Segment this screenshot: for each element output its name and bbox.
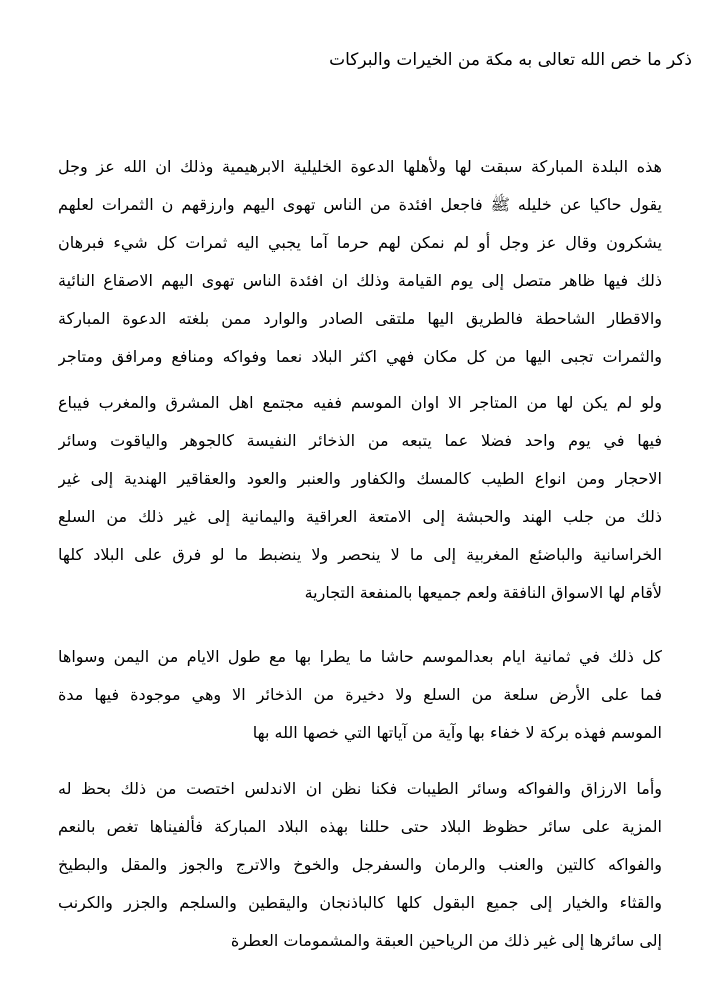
text-line: والاقطار الشاحطة فالطريق اليها ملتقى الصادر والوارد ممن بلغته الدعوة المباركة <box>58 309 662 328</box>
text-line: ولو لم يكن لها من المتاجر الا اوان الموسم ففيه مجتمع اهل المشرق والمغرب فيباع <box>58 393 662 412</box>
text-line: فما على الأرض سلعة من السلع ولا دخيرة من الذخائر الا وهي موجودة فيها مدة <box>58 685 662 704</box>
text-line: والفواكه كالتين والعنب والرمان والسفرجل والخوخ والاترج والجوز والمقل والبطيخ <box>58 855 662 874</box>
text-line: فيها في يوم واحد فضلا عما يتبعه من الذخائر النفيسة كالجوهر والياقوت وسائر <box>58 431 662 450</box>
text-line: الاحجار ومن انواع الطيب كالمسك والكفاور والعنبر والعود والعقاقير الهندية إلى غير <box>58 469 662 488</box>
paragraph-3 <box>58 638 662 752</box>
text-line: ذلك فيها ظاهر متصل إلى يوم القيامة وذلك ان افئدة الناس تهوى اليهم الاصقاع النائية <box>58 271 662 290</box>
text-line: والقثاء والخيار إلى جميع البقول كلها كالباذنجان واليقطين والسلجم والجزر والكرنب <box>58 893 662 912</box>
text-line: وأما الارزاق والفواكه وسائر الطيبات فكنا نظن ان الاندلس اختصت من ذلك بحظ له <box>58 779 662 798</box>
text-line: إلى سائرها إلى غير ذلك من الرياحين العبقة والمشمومات العطرة <box>230 931 662 950</box>
text-line: الموسم فهذه بركة لا خفاء بها وآية من آياتها التي خصها الله بها <box>252 723 662 742</box>
document-title: ذكر ما خص الله تعالى به مكة من الخيرات والبركات <box>329 50 692 70</box>
paragraph-1 <box>58 148 662 376</box>
text-line: ذلك من جلب الهند والحبشة إلى الامتعة العراقية واليمانية إلى غير ذلك من السلع <box>58 507 662 526</box>
text-line: والثمرات تجبى اليها من كل مكان فهي اكثر البلاد نعما وفواكه ومنافع ومرافق ومتاجر <box>58 347 662 366</box>
text-line: يشكرون وقال عز وجل أو لم نمكن لهم حرما آما يجبي اليه ثمرات كل شيء فبرهان <box>58 233 662 252</box>
text-line: لأقام لها الاسواق النافقة ولعم جميعها بالمنفعة التجارية <box>304 583 662 602</box>
text-line: هذه البلدة المباركة سبقت لها ولأهلها الدعوة الخليلية الابرهيمية وذلك ان الله عز وجل <box>58 157 662 176</box>
text-line: الخراسانية والباضئع المغربية إلى ما لا ينحصر ولا ينضبط ما لو فرق على البلاد كلها <box>58 545 662 564</box>
text-line: يقول حاكيا عن خليله ﷺ فاجعل افئدة من الناس تهوى اليهم وارزقهم ن الثمرات لعلهم <box>58 195 662 214</box>
paragraph-4 <box>58 770 662 960</box>
text-line: كل ذلك في ثمانية ايام بعدالموسم حاشا ما يطرا بها مع طول الايام من اليمن وسواها <box>58 647 662 666</box>
text-line: المزية على سائر حظوظ البلاد حتى حللنا بهذه البلاد المباركة فألفيناها تغص بالنعم <box>58 817 662 836</box>
paragraph-2 <box>58 384 662 612</box>
